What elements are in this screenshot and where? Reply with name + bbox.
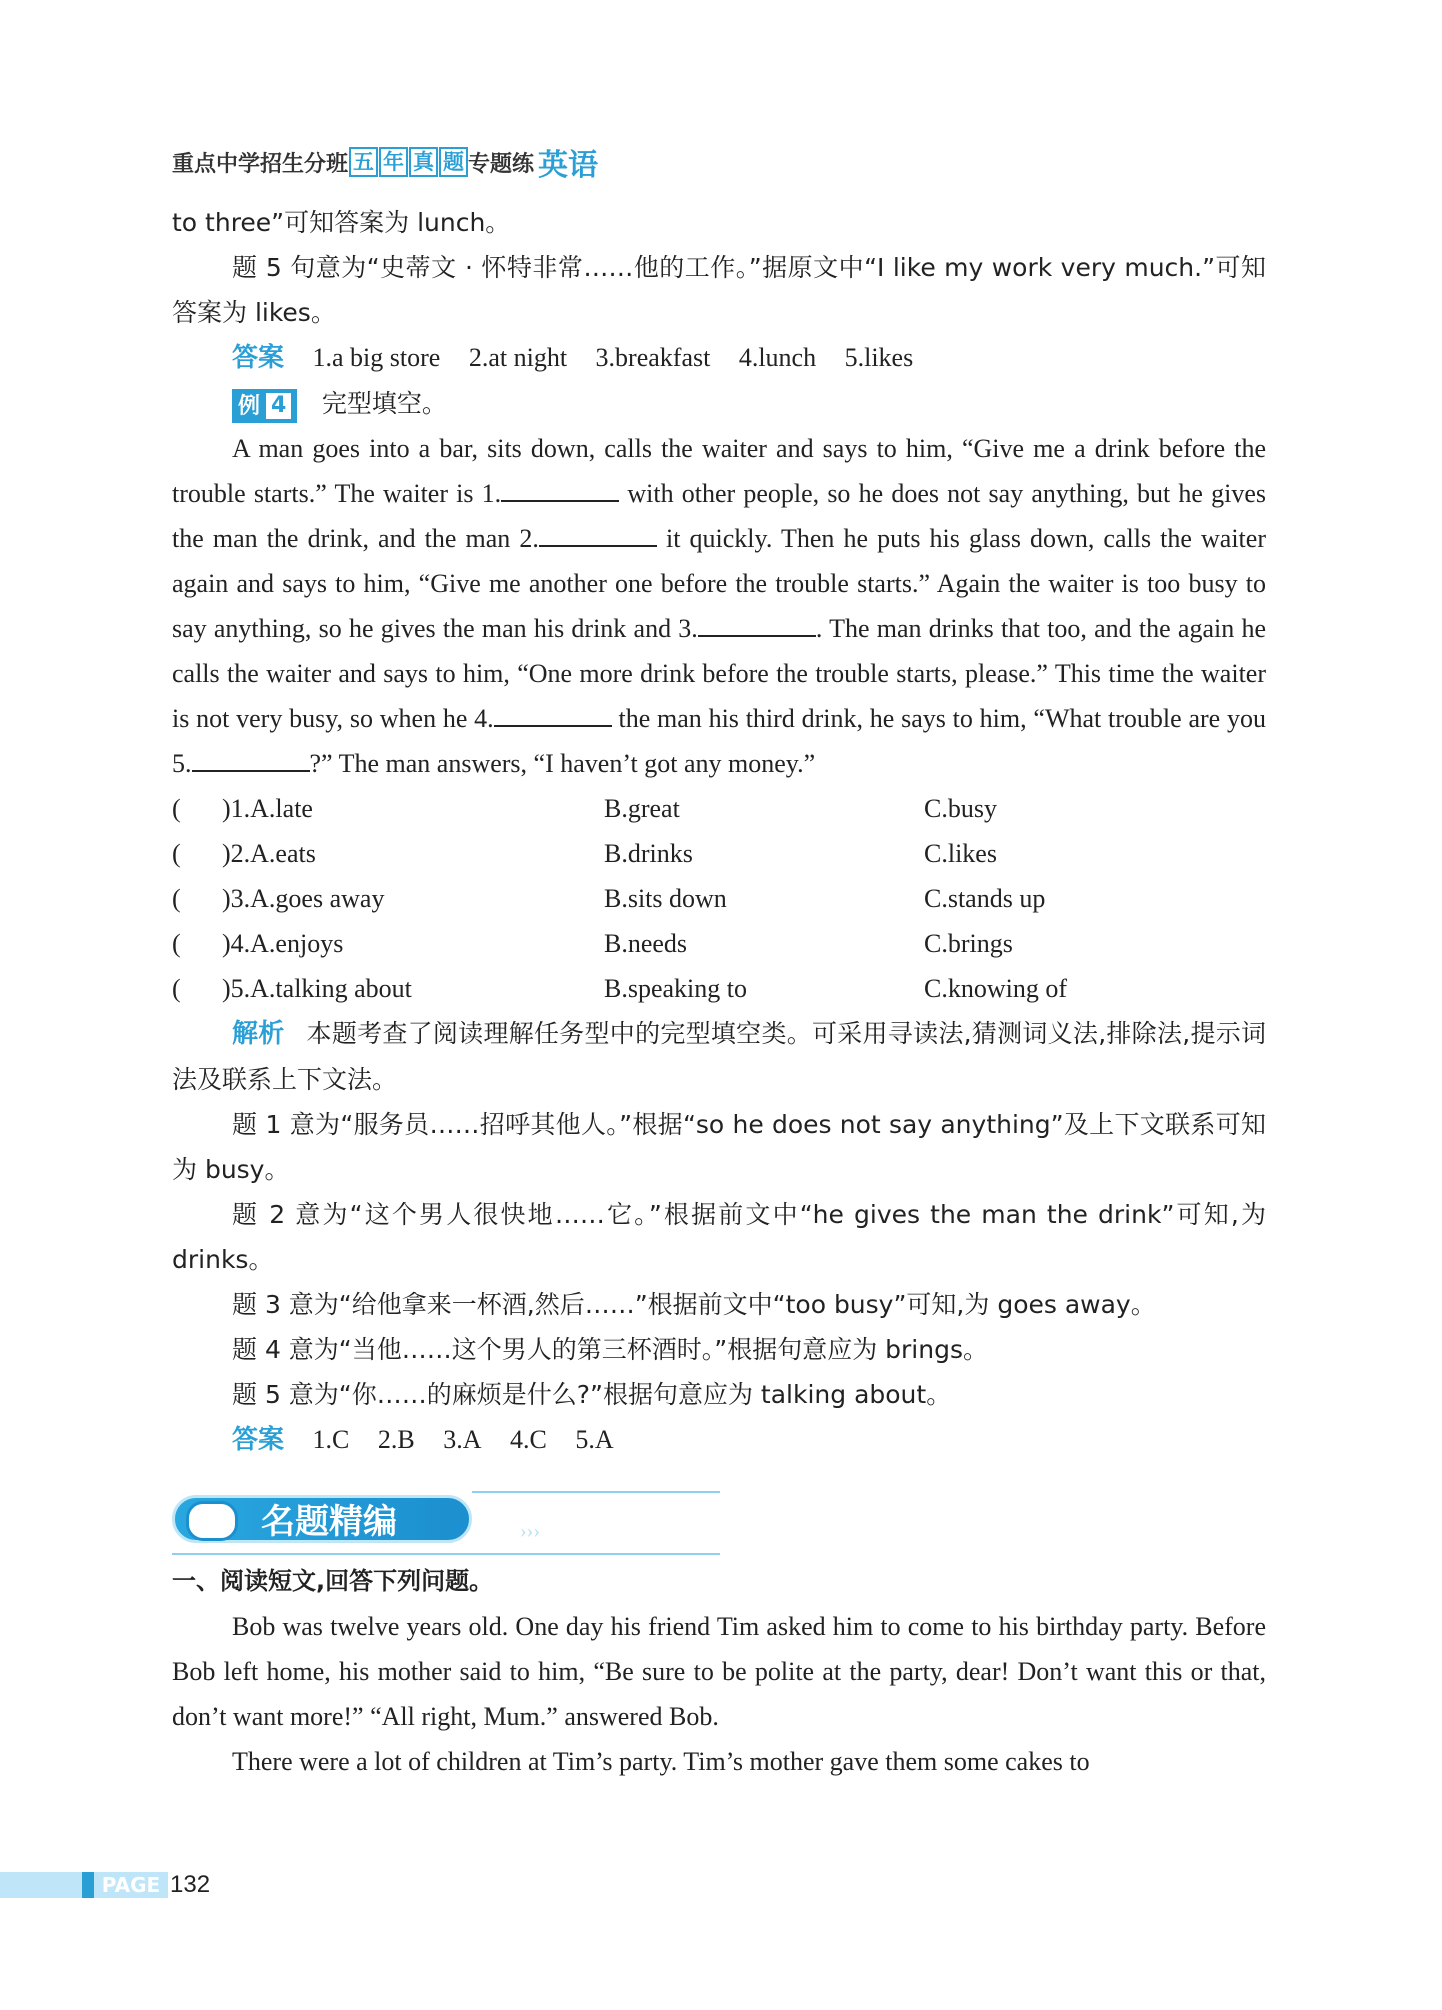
analysis-text: 本题考查了阅读理解任务型中的完型填空类。可采用寻读法,猜测词义法,排除法,提示词法及联系上下文法。	[172, 1019, 1266, 1094]
option-a: )2.A.eats	[222, 839, 316, 868]
answer-item: 5.A	[575, 1425, 614, 1454]
blank-1	[501, 476, 619, 502]
option-row-4	[172, 921, 1266, 966]
banner-title: 名题精编	[172, 1495, 472, 1543]
header-prefix: 重点中学招生分班	[172, 151, 349, 177]
option-c: C.knowing of	[924, 974, 1067, 1003]
answer-item: 1.C	[312, 1425, 350, 1454]
header-box-3: 真	[409, 147, 438, 177]
blank-2	[539, 521, 657, 547]
option-row-5	[172, 966, 1266, 1011]
explanation-4: 题 4 意为“当他……这个男人的第三杯酒时。”根据句意应为 brings。	[232, 1335, 988, 1364]
reading-paragraph-1: Bob was twelve years old. One day his friend Tim asked him to come to his birthday party. Before Bob left home, his mother said to him, “Be sure to be polite at the party, dear! Don’t want this or that, don’t want more!” “All right, Mum.” answered Bob.	[172, 1612, 1266, 1731]
answer-item: 2.at night	[468, 343, 568, 372]
explanation-2: 题 2 意为“这个男人很快地……它。”根据前文中“he gives the man the drink”可知,为 drinks。	[172, 1200, 1266, 1274]
intro-answers	[172, 335, 1266, 381]
intro-line: to three”可知答案为 lunch。	[172, 208, 511, 237]
explanation-1: 题 1 意为“服务员……招呼其他人。”根据“so he does not say anything”及上下文联系可知为 busy。	[172, 1110, 1266, 1184]
question-title: 一、阅读短文,回答下列问题。	[172, 1567, 494, 1595]
option-a: )1.A.late	[222, 794, 313, 823]
option-b: B.needs	[604, 929, 688, 958]
blank-3	[698, 611, 816, 637]
main-content	[172, 200, 1266, 1784]
footer-strip	[0, 1872, 82, 1898]
passage-segment: it quickly. Then he puts his glass down, calls the waiter again and says to him, “Give me another one before the trouble starts.” Again the waiter is too busy to say anything, so he gives the man his drink and 3.	[172, 524, 1266, 643]
option-row-3	[172, 876, 1266, 921]
intro-explanation-5: 题 5 句意为“史蒂文 · 怀特非常……他的工作。”据原文中“I like my work very much.”可知答案为 likes。	[172, 253, 1266, 327]
chevron-right-icon: ›››	[520, 1520, 540, 1542]
option-b: B.drinks	[604, 839, 693, 868]
banner-bottom-line	[172, 1553, 720, 1555]
answer-label: 答案	[232, 1425, 285, 1455]
header-suffix: 专题练	[468, 151, 535, 177]
option-a: )4.A.enjoys	[222, 929, 344, 958]
option-c: C.likes	[924, 839, 997, 868]
section-banner	[172, 1483, 1266, 1559]
footer-bar	[82, 1872, 94, 1898]
answer-item: 5.likes	[844, 343, 914, 372]
option-c: C.stands up	[924, 884, 1046, 913]
passage-segment: ?” The man answers, “I haven’t got any money.”	[309, 749, 816, 778]
answer-paren: (	[172, 839, 181, 868]
answer-item: 1.a big store	[312, 343, 441, 372]
blank-5	[192, 746, 310, 772]
analysis-label: 解析	[232, 1019, 285, 1049]
banner-top-line	[472, 1491, 720, 1493]
example-tag-number: 4	[266, 393, 291, 419]
running-header	[172, 140, 598, 184]
explanation-3: 题 3 意为“给他拿来一杯酒,然后……”根据前文中“too busy”可知,为 goes away。	[232, 1290, 1156, 1319]
answer-paren: (	[172, 974, 181, 1003]
answer-item: 3.breakfast	[595, 343, 711, 372]
passage-segment: the man his third drink, he says to him, “What trouble are you 5.	[172, 704, 1266, 778]
explanation-5: 题 5 意为“你……的麻烦是什么?”根据句意应为 talking about。	[232, 1380, 952, 1409]
passage-segment: . The man drinks that too, and the again he calls the waiter and says to him, “One more drink before the trouble starts, please.” This time the waiter is not very busy, so when he 4.	[172, 614, 1266, 733]
header-box-2: 年	[379, 147, 408, 177]
answer-paren: (	[172, 929, 181, 958]
option-row-2	[172, 831, 1266, 876]
header-box-1: 五	[349, 147, 378, 177]
header-box-4: 题	[439, 147, 468, 177]
passage-segment: A man goes into a bar, sits down, calls the waiter and says to him, “Give me a drink before the trouble starts.” The waiter is 1.	[172, 434, 1266, 508]
answer-paren: (	[172, 794, 181, 823]
option-b: B.great	[604, 794, 680, 823]
page-footer	[0, 1870, 210, 1900]
option-b: B.speaking to	[604, 974, 747, 1003]
reading-paragraph-2: There were a lot of children at Tim’s party. Tim’s mother gave them some cakes to	[232, 1747, 1090, 1776]
example-tag-label: 例	[238, 393, 261, 419]
book-icon	[186, 1501, 238, 1541]
option-a: )5.A.talking about	[222, 974, 412, 1003]
page-label: PAGE	[94, 1872, 168, 1898]
answer-paren: (	[172, 884, 181, 913]
option-c: C.busy	[924, 794, 997, 823]
example-answers	[172, 1417, 1266, 1463]
answer-item: 4.lunch	[738, 343, 817, 372]
option-a: )3.A.goes away	[222, 884, 385, 913]
page-number: 132	[170, 1871, 211, 1898]
example-heading	[172, 381, 1266, 426]
example-tag	[232, 389, 297, 423]
answer-item: 2.B	[377, 1425, 415, 1454]
answer-item: 4.C	[509, 1425, 547, 1454]
analysis	[172, 1011, 1266, 1102]
example-title: 完型填空。	[321, 389, 447, 418]
answer-label: 答案	[232, 343, 285, 373]
option-row-1	[172, 786, 1266, 831]
answer-item: 3.A	[443, 1425, 482, 1454]
passage-segment: with other people, so he does not say anything, but he gives the man the drink, and the man 2.	[172, 479, 1267, 553]
option-c: C.brings	[924, 929, 1013, 958]
options-list	[172, 786, 1266, 1011]
blank-4	[494, 701, 612, 727]
option-b: B.sits down	[604, 884, 727, 913]
header-subject: 英语	[538, 148, 599, 183]
cloze-passage	[172, 426, 1266, 786]
